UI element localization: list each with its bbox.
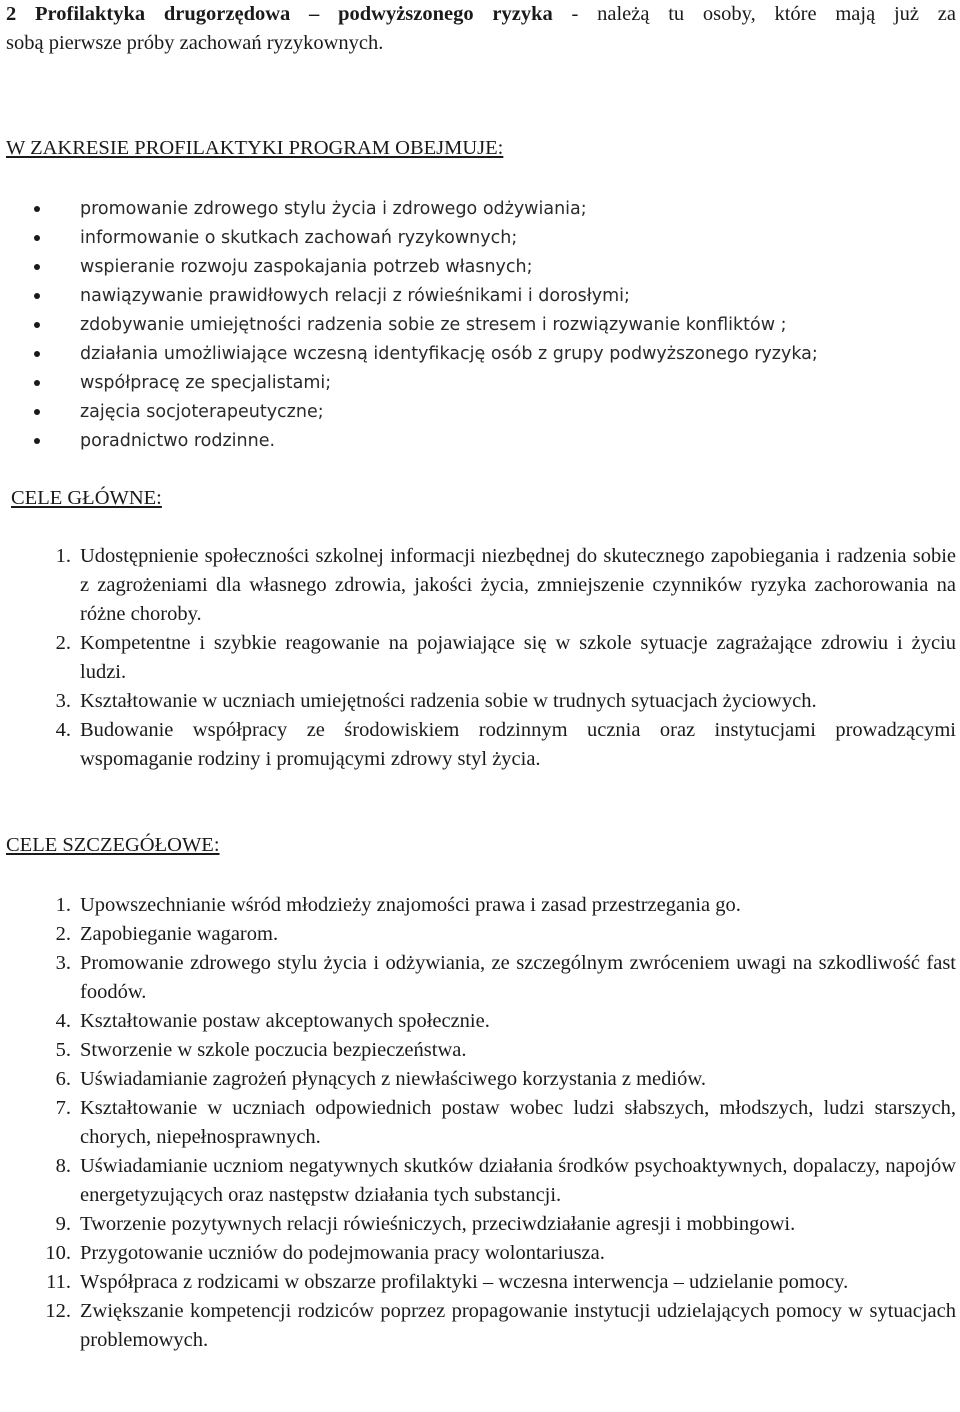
bullet-icon — [34, 438, 40, 444]
list-item: 5. Stworzenie w szkole poczucia bezpieczeństwa. — [55, 1039, 467, 1061]
bullet-icon — [34, 380, 40, 386]
bullet-icon — [34, 264, 40, 270]
list-item: 10. Przygotowanie uczniów do podejmowania pracy wolontariusza. — [45, 1242, 605, 1264]
list-item: 6. Uświadamianie zagrożeń płynących z niewłaściwego korzystania z mediów. — [55, 1068, 706, 1090]
heading-program: W ZAKRESIE PROFILAKTYKI PROGRAM OBEJMUJE: — [6, 137, 504, 159]
list-item: informowanie o skutkach zachowań ryzykownych; — [32, 223, 818, 252]
list-item: poradnictwo rodzinne. — [32, 426, 818, 455]
heading-detailed-goals: CELE SZCZEGÓŁOWE: — [6, 834, 220, 856]
intro-bold-label: 2 Profilaktyka drugorzędowa – podwyższonego ryzyka — [6, 3, 553, 25]
main-goals-list — [0, 542, 960, 774]
list-item: 1. Udostępnienie społeczności szkolnej informacji niezbędnej do skutecznego zapobiegania i radzenia sobie z zagrożeniami dla własnego zdrowia, jakości życia, zmniejszenie czynników ryzyka zachorowania na różne choroby. — [55, 545, 956, 625]
list-item: 9. Tworzenie pozytywnych relacji rówieśniczych, przeciwdziałanie agresji i mobbingowi. — [55, 1213, 796, 1235]
list-item: 11. Współpraca z rodzicami w obszarze profilaktyki – wczesna interwencja – udzielanie pomocy. — [46, 1271, 849, 1293]
list-item: zajęcia socjoterapeutyczne; — [32, 397, 818, 426]
list-item: 12. Zwiększanie kompetencji rodziców poprzez propagowanie instytucji udzielających pomocy w sytuacjach problemowych. — [45, 1300, 956, 1351]
list-item: 2. Kompetentne i szybkie reagowanie na pojawiające się w szkole sytuacje zagrażające zdrowiu i życiu ludzi. — [55, 632, 956, 683]
list-item: 7. Kształtowanie w uczniach odpowiednich postaw wobec ludzi słabszych, młodszych, ludzi starszych, chorych, niepełnosprawnych. — [55, 1097, 956, 1148]
list-item: działania umożliwiające wczesną identyfikację osób z grupy podwyższonego ryzyka; — [32, 339, 818, 368]
list-item: 3. Promowanie zdrowego stylu życia i odżywiania, ze szczególnym zwróceniem uwagi na szkodliwość fast foodów. — [55, 952, 956, 1003]
bullet-icon — [34, 293, 40, 299]
list-item: współpracę ze specjalistami; — [32, 368, 818, 397]
intro-line-2: sobą pierwsze próby zachowań ryzykownych. — [6, 32, 384, 54]
bullet-icon — [34, 409, 40, 415]
intro-line-1 — [6, 0, 956, 29]
intro-paragraph — [6, 0, 956, 58]
list-item: 1. Upowszechnianie wśród młodzieży znajomości prawa i zasad przestrzegania go. — [55, 894, 741, 916]
detailed-goals-list — [0, 891, 960, 1355]
list-item: wspieranie rozwoju zaspokajania potrzeb własnych; — [32, 252, 818, 281]
list-item: 2. Zapobieganie wagarom. — [55, 923, 279, 945]
bullet-icon — [34, 351, 40, 357]
program-list — [32, 194, 818, 455]
heading-main-goals: CELE GŁÓWNE: — [11, 487, 162, 509]
list-item: zdobywanie umiejętności radzenia sobie ze stresem i rozwiązywanie konfliktów ; — [32, 310, 818, 339]
list-item: 4. Budowanie współpracy ze środowiskiem rodzinnym ucznia oraz instytucjami prowadzącymi wspomaganie rodziny i promującymi zdrowy styl życia. — [55, 719, 956, 770]
bullet-icon — [34, 206, 40, 212]
list-item: 8. Uświadamianie uczniom negatywnych skutków działania środków psychoaktywnych, dopalaczy, napojów energetyzujących oraz następstw działania tych substancji. — [55, 1155, 956, 1206]
bullet-icon — [34, 235, 40, 241]
list-item: nawiązywanie prawidłowych relacji z rówieśnikami i dorosłymi; — [32, 281, 818, 310]
list-item: 3. Kształtowanie w uczniach umiejętności radzenia sobie w trudnych sytuacjach życiowych. — [55, 690, 817, 712]
bullet-icon — [34, 322, 40, 328]
intro-line1-rest: - należą tu osoby, które mają już za — [552, 3, 956, 25]
list-item: promowanie zdrowego stylu życia i zdrowego odżywiania; — [32, 194, 818, 223]
list-item: 4. Kształtowanie postaw akceptowanych społecznie. — [55, 1010, 490, 1032]
